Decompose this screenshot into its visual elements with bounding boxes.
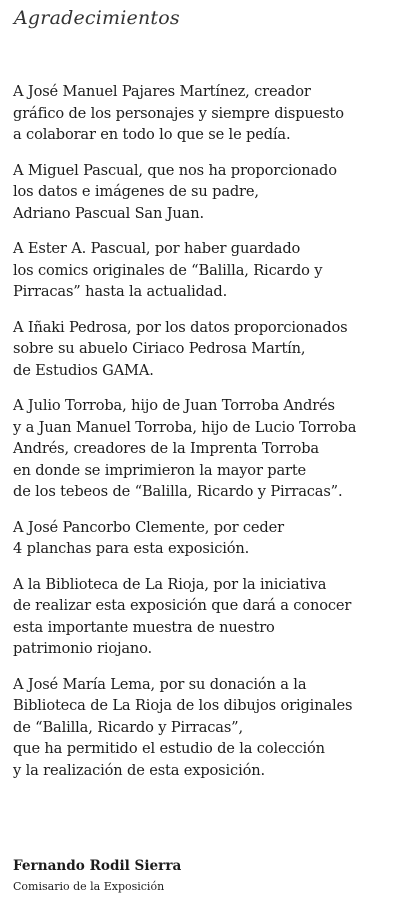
paragraph-line: A José Manuel Pajares Martínez, creador bbox=[13, 83, 311, 100]
paragraph-line: 4 planchas para esta exposición. bbox=[13, 540, 250, 557]
acknowledgement-paragraph bbox=[13, 81, 398, 146]
paragraph-line: en donde se imprimieron la mayor parte bbox=[13, 461, 307, 479]
paragraph-line: A Julio Torroba, hijo de Juan Torroba Andrés bbox=[13, 397, 335, 414]
paragraph-line: Pirracas” hasta la actualidad. bbox=[13, 283, 228, 300]
acknowledgement-paragraph bbox=[13, 317, 398, 382]
paragraph-line: A José Pancorbo Clemente, por ceder bbox=[13, 518, 284, 536]
paragraph-line: que ha permitido el estudio de la colección bbox=[13, 740, 325, 757]
paragraph-line: Biblioteca de La Rioja de los dibujos originales bbox=[13, 697, 353, 714]
paragraph-line: A José María Lema, por su donación a la bbox=[13, 675, 307, 693]
acknowledgement-paragraph bbox=[13, 160, 398, 225]
paragraph-line: patrimonio riojano. bbox=[13, 640, 153, 657]
paragraph-line: esta importante muestra de nuestro bbox=[13, 618, 275, 636]
paragraph-line: A Miguel Pascual, que nos ha proporcionado bbox=[13, 161, 337, 179]
paragraph-line: los datos e imágenes de su padre, bbox=[13, 183, 259, 200]
paragraph-line: los comics originales de “Balilla, Ricardo y bbox=[13, 261, 323, 279]
signature-name: Fernando Rodil Sierra bbox=[13, 858, 182, 874]
paragraph-line: a colaborar en todo lo que se le pedía. bbox=[13, 126, 291, 143]
signature-role: Comisario de la Exposición bbox=[13, 880, 165, 893]
paragraph-line: de los tebeos de “Balilla, Ricardo y Pirracas”. bbox=[13, 483, 343, 500]
acknowledgement-paragraph bbox=[13, 517, 398, 560]
paragraph-line: Adriano Pascual San Juan. bbox=[13, 204, 204, 222]
paragraph-line: A la Biblioteca de La Rioja, por la iniciativa bbox=[13, 575, 327, 593]
page-title: Agradecimientos bbox=[14, 7, 180, 29]
acknowledgement-paragraph bbox=[13, 674, 398, 782]
paragraph-line: de realizar esta exposición que dará a conocer bbox=[13, 597, 352, 614]
paragraph-line: de “Balilla, Ricardo y Pirracas”, bbox=[13, 718, 243, 736]
paragraph-line: de Estudios GAMA. bbox=[13, 361, 154, 379]
acknowledgement-paragraph bbox=[13, 238, 398, 303]
paragraph-line: y la realización de esta exposición. bbox=[13, 761, 265, 779]
paragraph-line: gráfico de los personajes y siempre dispuesto bbox=[13, 104, 344, 122]
acknowledgement-paragraph bbox=[13, 395, 398, 503]
acknowledgements-body bbox=[13, 81, 398, 795]
paragraph-line: sobre su abuelo Ciriaco Pedrosa Martín, bbox=[13, 340, 306, 357]
paragraph-line: Andrés, creadores de la Imprenta Torroba bbox=[13, 440, 319, 457]
paragraph-line: A Iñaki Pedrosa, por los datos proporcionados bbox=[13, 318, 348, 336]
paragraph-line: y a Juan Manuel Torroba, hijo de Lucio Torroba bbox=[13, 418, 357, 436]
paragraph-line: A Ester A. Pascual, por haber guardado bbox=[13, 240, 301, 257]
acknowledgement-paragraph bbox=[13, 574, 398, 660]
